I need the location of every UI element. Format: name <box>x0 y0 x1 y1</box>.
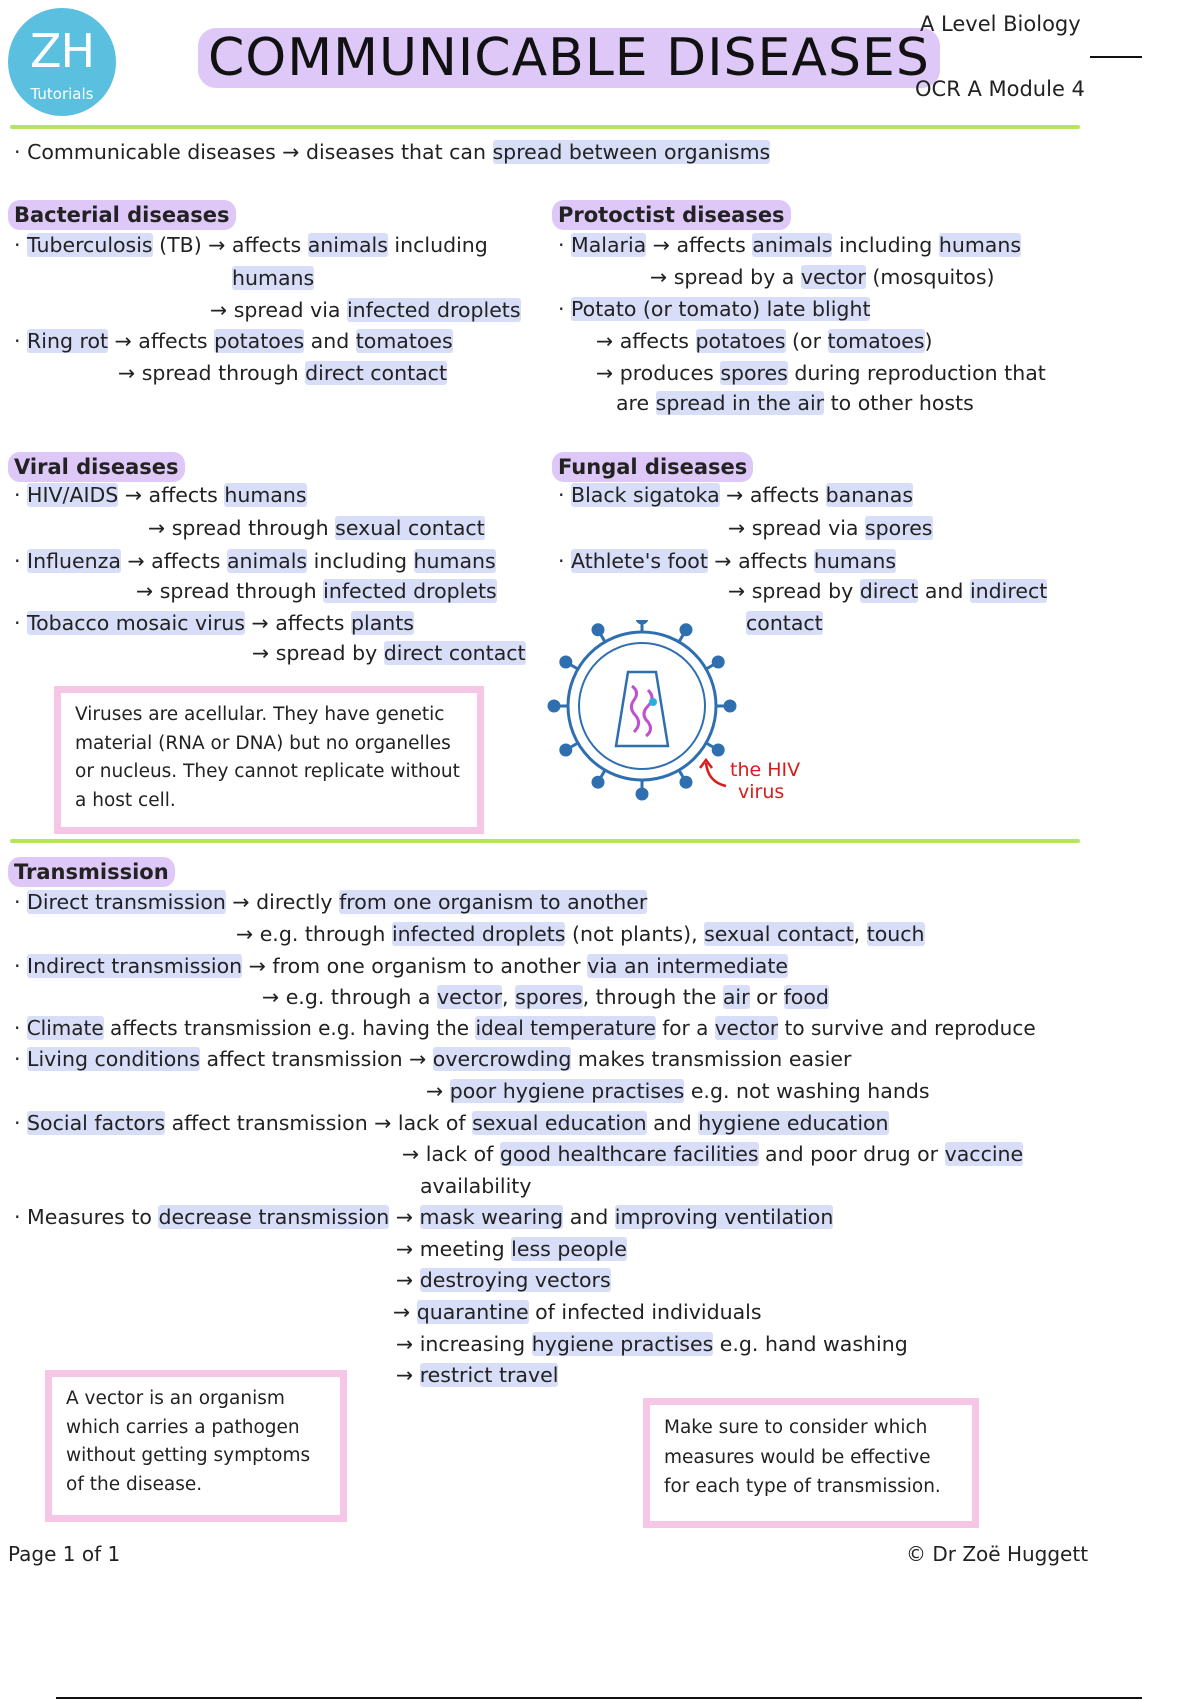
protoctist-line-3: · Potato (or tomato) late blight <box>558 297 871 321</box>
hl: indirect <box>969 579 1048 603</box>
page-number: Page 1 of 1 <box>8 1542 121 1566</box>
hl: humans <box>224 483 307 507</box>
protoctist-heading: Protoctist diseases <box>552 200 791 230</box>
bacterial-line-2 <box>232 268 314 289</box>
text: makes transmission easier <box>571 1047 852 1071</box>
mid-divider <box>10 839 1080 843</box>
text: of infected individuals <box>528 1300 762 1324</box>
hl: food <box>783 985 829 1009</box>
text: including <box>307 549 414 573</box>
trans-line-2 <box>236 924 925 945</box>
text: affect transmission → lack of <box>165 1111 473 1135</box>
fungal-line-3: · Athlete's foot → affects humans <box>558 549 897 573</box>
hl: animals <box>752 233 833 257</box>
text: → directly <box>225 890 340 914</box>
text: (not plants), <box>565 922 705 946</box>
text: → spread by <box>728 579 860 603</box>
text: → spread via <box>210 298 347 322</box>
virus-spike-head <box>593 777 603 787</box>
header-divider <box>10 125 1080 129</box>
text: (TB) → affects <box>152 233 308 257</box>
course-label: A Level Biology <box>920 12 1081 36</box>
bacterial-line-1: · Tuberculosis (TB) → affects animals including <box>14 233 488 257</box>
protoctist-line-4 <box>596 331 933 352</box>
trans-line-1: · Direct transmission → directly from one organism to another <box>14 890 648 914</box>
measures-note-box: Make sure to consider which measures would be effective for each type of transmission. <box>643 1398 979 1528</box>
hl: Black sigatoka <box>571 483 720 507</box>
vector-note-box: A vector is an organism which carries a pathogen without getting symptoms of the disease. <box>45 1370 347 1522</box>
hiv-label-line-2: virus <box>738 780 785 803</box>
text: and <box>304 329 356 353</box>
hl: direct contact <box>305 361 447 385</box>
text: ) <box>924 329 933 353</box>
fungal-line-4 <box>728 581 1047 602</box>
bacterial-line-3 <box>210 300 521 321</box>
trans-line-11: · Measures to decrease transmission → mask wearing and improving ventilation <box>14 1205 834 1229</box>
hl: Potato (or tomato) late blight <box>571 297 871 321</box>
hl: humans <box>232 266 315 290</box>
hl: Social factors <box>27 1111 166 1135</box>
bullet: · <box>14 140 21 164</box>
viral-line-1: · HIV/AIDS → affects humans <box>14 483 307 507</box>
viral-line-2 <box>148 518 485 539</box>
trans-line-14 <box>393 1302 762 1323</box>
hl: Direct transmission <box>27 890 226 914</box>
hl: from one organism to another <box>339 890 648 914</box>
hl: decrease transmission <box>158 1205 390 1229</box>
hl: quarantine <box>416 1300 529 1324</box>
corner-dash <box>1090 56 1142 58</box>
intro-highlight: spread between organisms <box>492 140 771 164</box>
hl: Tobacco mosaic virus <box>27 611 245 635</box>
text: affects transmission e.g. having the <box>103 1016 476 1040</box>
hl: sexual contact <box>704 922 854 946</box>
text: → affects <box>108 329 215 353</box>
text: availability <box>420 1174 532 1198</box>
hl: animals <box>307 233 388 257</box>
text: to other hosts <box>824 391 974 415</box>
hl: mask wearing <box>419 1205 564 1229</box>
trans-line-12 <box>396 1239 627 1260</box>
hl: Climate <box>26 1016 104 1040</box>
virus-note-box: Viruses are acellular. They have genetic material (RNA or DNA) but no organelles or nucleus. They cannot replicate without a host cell. <box>54 686 484 834</box>
transmission-heading: Transmission <box>8 857 175 887</box>
hl: humans <box>938 233 1022 257</box>
text: → e.g. through a <box>262 985 438 1009</box>
hl: vaccine <box>944 1142 1024 1166</box>
text: → affects <box>244 611 351 635</box>
intro-text: Communicable diseases → diseases that can <box>27 140 493 164</box>
virus-spike-head <box>681 625 691 635</box>
trans-line-7 <box>426 1081 930 1102</box>
hl: poor hygiene practises <box>449 1079 685 1103</box>
page-title <box>198 28 940 88</box>
viral-heading: Viral diseases <box>8 452 185 482</box>
hl: infected droplets <box>346 298 521 322</box>
text: e.g. hand washing <box>713 1332 908 1356</box>
bacterial-heading: Bacterial diseases <box>8 200 236 230</box>
hl: infected droplets <box>323 579 497 603</box>
text: → spread through <box>148 516 336 540</box>
viral-line-4 <box>136 581 497 602</box>
page-title-text: COMMUNICABLE DISEASES <box>198 28 940 88</box>
hl: less people <box>511 1237 627 1261</box>
trans-line-16 <box>396 1365 558 1386</box>
virus-spike-head <box>637 620 647 623</box>
hl: destroying vectors <box>419 1268 611 1292</box>
hl: Ring rot <box>27 329 109 353</box>
hl: bananas <box>825 483 914 507</box>
text: → e.g. through <box>236 922 392 946</box>
virus-spike-head <box>713 657 723 667</box>
hiv-label-line-1: the HIV <box>730 759 801 781</box>
text: , <box>853 922 867 946</box>
fungal-line-1: · Black sigatoka → affects bananas <box>558 483 914 507</box>
text: , <box>502 985 516 1009</box>
bacterial-line-4: · Ring rot → affects potatoes and tomatoes <box>14 329 453 353</box>
hl: spores <box>720 361 788 385</box>
trans-line-10 <box>420 1176 531 1197</box>
hl: HIV/AIDS <box>27 483 119 507</box>
text: → increasing <box>396 1332 532 1356</box>
virus-spike-head <box>561 657 571 667</box>
text: → affects <box>719 483 826 507</box>
bacterial-line-5 <box>118 363 447 384</box>
hl: tomatoes <box>827 329 925 353</box>
hl: good healthcare facilities <box>499 1142 759 1166</box>
hl: improving ventilation <box>614 1205 834 1229</box>
text: → spread through <box>118 361 306 385</box>
module-label: OCR A Module 4 <box>915 77 1085 101</box>
hl: sexual contact <box>335 516 485 540</box>
text: or <box>749 985 784 1009</box>
hl: overcrowding <box>432 1047 572 1071</box>
text: → from one organism to another <box>242 954 588 978</box>
hl: plants <box>351 611 414 635</box>
hl: hygiene practises <box>531 1332 714 1356</box>
hl: ideal temperature <box>475 1016 656 1040</box>
virus-spike-head <box>713 745 723 755</box>
intro-line <box>14 142 770 163</box>
protoctist-line-2 <box>650 267 995 288</box>
trans-line-15 <box>396 1334 908 1355</box>
hl: humans <box>813 549 897 573</box>
copyright: © Dr Zoë Huggett <box>906 1542 1089 1566</box>
hl: potatoes <box>214 329 305 353</box>
text: → spread by <box>252 641 384 665</box>
hl: spores <box>515 985 583 1009</box>
trans-line-6: · Living conditions affect transmission → overcrowding makes transmission easier <box>14 1047 852 1071</box>
hl: hygiene education <box>698 1111 889 1135</box>
text: are <box>616 391 656 415</box>
hl: animals <box>226 549 308 573</box>
text: e.g. not washing hands <box>684 1079 930 1103</box>
text: → <box>389 1205 420 1229</box>
text: → produces <box>596 361 721 385</box>
hl: sexual education <box>472 1111 647 1135</box>
hl: humans <box>413 549 496 573</box>
text: → <box>396 1268 420 1292</box>
trans-line-8: · Social factors affect transmission → lack of sexual education and hygiene education <box>14 1111 889 1135</box>
text: , through the <box>582 985 723 1009</box>
text: for a <box>655 1016 715 1040</box>
hl: via an intermediate <box>587 954 788 978</box>
text: → affects <box>596 329 696 353</box>
hl: touch <box>866 922 925 946</box>
text: → <box>393 1300 417 1324</box>
hl: contact <box>746 611 823 635</box>
hl: Athlete's foot <box>571 549 708 573</box>
text: during reproduction that <box>787 361 1046 385</box>
virus-spike-head <box>725 701 735 711</box>
hl: spread in the air <box>655 391 825 415</box>
text: → spread by a <box>650 265 801 289</box>
virus-spike-head <box>637 789 647 799</box>
hl: Influenza <box>27 549 121 573</box>
hl: vector <box>437 985 503 1009</box>
viral-line-3: · Influenza → affects animals including humans <box>14 549 496 573</box>
fungal-line-2 <box>728 518 933 539</box>
virus-spike-head <box>549 701 559 711</box>
logo-initials: ZH <box>29 24 95 78</box>
text: affect transmission → <box>199 1047 433 1071</box>
trans-line-5: · Climate affects transmission e.g. having the ideal temperature for a vector to survive and reproduce <box>14 1016 1036 1040</box>
hl: spores <box>864 516 933 540</box>
zh-tutorials-logo <box>8 8 116 116</box>
text: including <box>387 233 488 257</box>
protoctist-line-6 <box>616 393 974 414</box>
viral-line-5: · Tobacco mosaic virus → affects plants <box>14 611 414 635</box>
text: → spread through <box>136 579 324 603</box>
text: → affects <box>707 549 814 573</box>
bottom-rule <box>56 1697 1142 1699</box>
hiv-label <box>730 760 800 804</box>
fungal-heading: Fungal diseases <box>552 452 753 482</box>
trans-line-4 <box>262 987 829 1008</box>
text: (mosquitos) <box>865 265 995 289</box>
text: including <box>832 233 939 257</box>
hl: restrict travel <box>419 1363 559 1387</box>
protoctist-line-1: · Malaria → affects animals including humans <box>558 233 1022 257</box>
text: (or <box>785 329 828 353</box>
text: and poor drug or <box>758 1142 945 1166</box>
hl: Tuberculosis <box>27 233 153 257</box>
text: → affects <box>118 483 225 507</box>
hl: Indirect transmission <box>27 954 243 978</box>
hl: vector <box>714 1016 779 1040</box>
trans-line-3: · Indirect transmission → from one organism to another via an intermediate <box>14 954 788 978</box>
text: and <box>563 1205 615 1229</box>
text: → affects <box>646 233 753 257</box>
text: → spread via <box>728 516 865 540</box>
viral-line-6 <box>252 643 526 664</box>
hl: Living conditions <box>27 1047 200 1071</box>
text: → affects <box>120 549 227 573</box>
trans-line-13 <box>396 1270 611 1291</box>
hl: direct contact <box>383 641 526 665</box>
text: → <box>426 1079 450 1103</box>
text: and <box>646 1111 699 1135</box>
trans-line-9 <box>402 1144 1023 1165</box>
hl: air <box>722 985 750 1009</box>
hl: tomatoes <box>355 329 453 353</box>
hl: vector <box>800 265 866 289</box>
hl: infected droplets <box>391 922 566 946</box>
text: → <box>396 1363 420 1387</box>
logo-tagline: Tutorials <box>30 85 94 103</box>
virus-spike-head <box>561 745 571 755</box>
virus-spike-head <box>593 625 603 635</box>
text: → meeting <box>396 1237 512 1261</box>
text: and <box>918 579 970 603</box>
hl: Malaria <box>571 233 647 257</box>
hl: potatoes <box>695 329 786 353</box>
text: → lack of <box>402 1142 500 1166</box>
virus-spike-head <box>681 777 691 787</box>
text: to survive and reproduce <box>778 1016 1036 1040</box>
text: Measures to <box>27 1205 159 1229</box>
protoctist-line-5 <box>596 363 1046 384</box>
hl: direct <box>859 579 919 603</box>
